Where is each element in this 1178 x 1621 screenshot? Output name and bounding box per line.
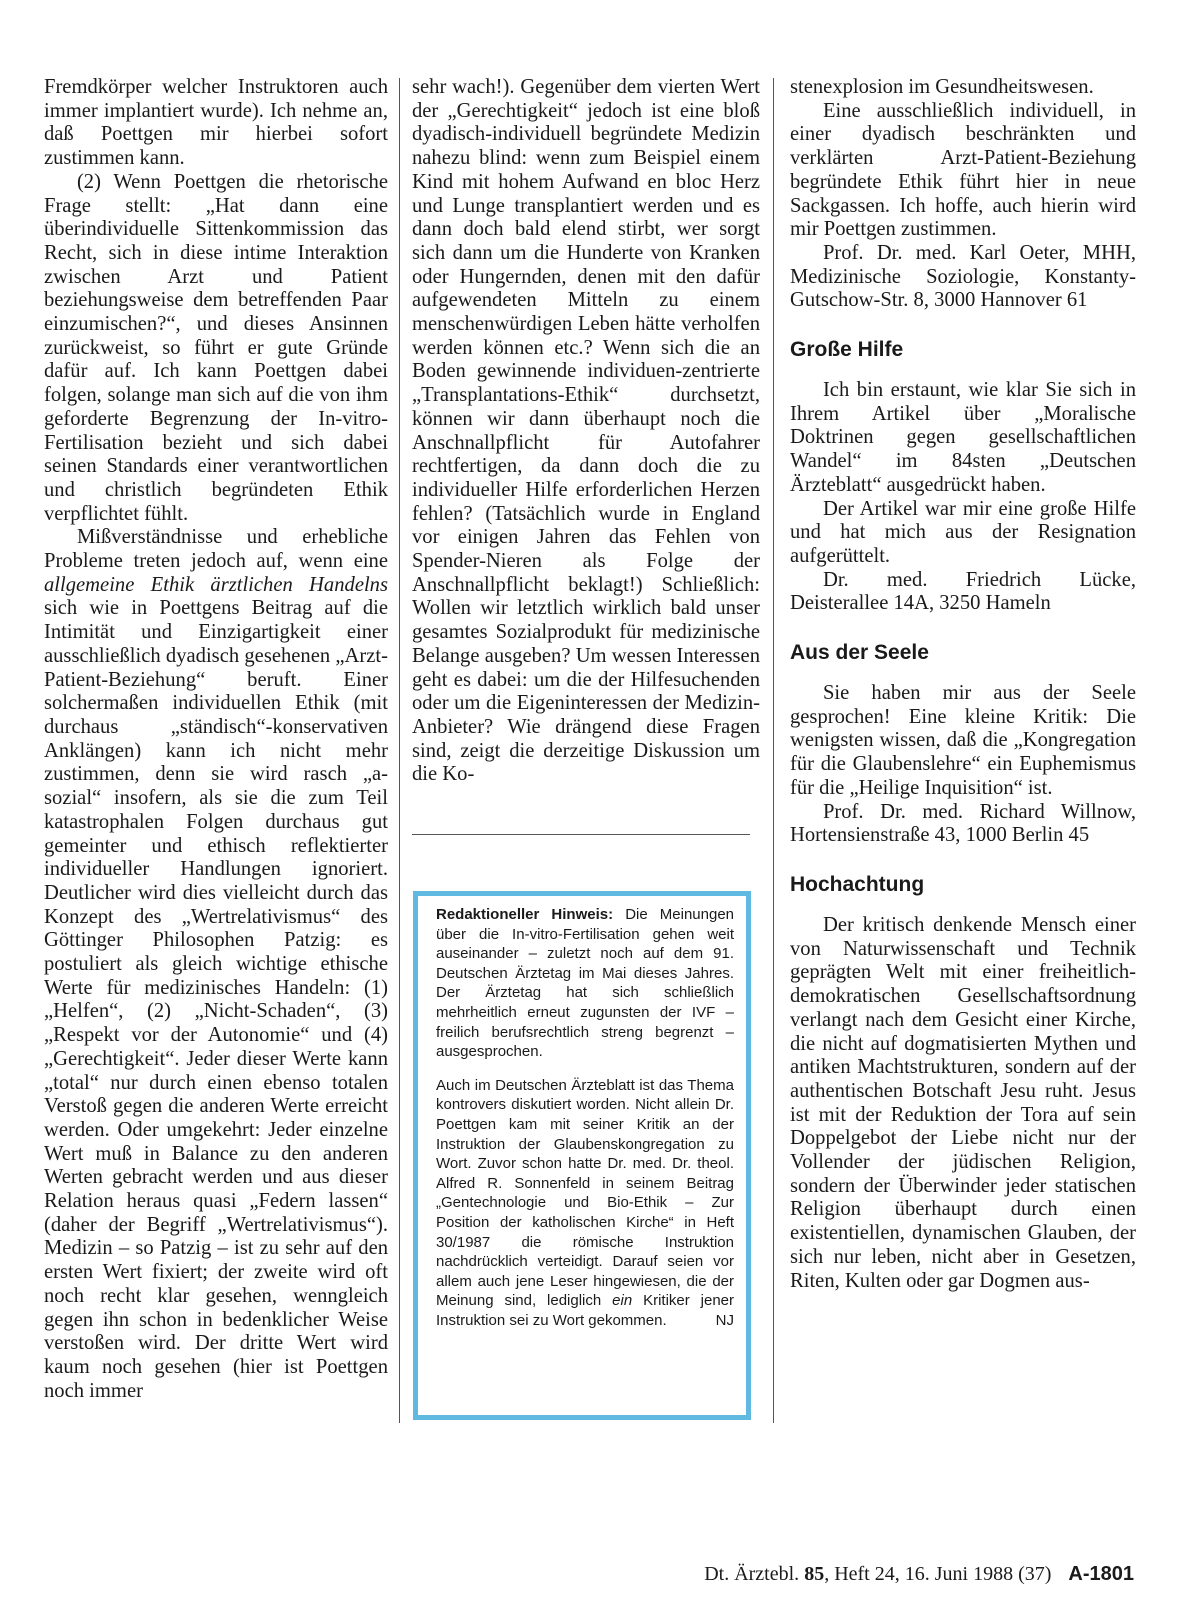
- paragraph: Der Artikel war mir eine große Hilfe und hat mich aus der Resignation aufgerüttelt.: [790, 497, 1136, 567]
- note-text: Die Meinungen über die In-vitro-Fertilisation gehen weit auseinander – zuletzt noch auf dem 91. Deutschen Ärztetag im Mai dieses Jahres. Der Ärztetag hat sich schließlich mehrheitlich erneut zugunsten der IVF – freilich berufsrechtlich streng begrenzt – ausgesprochen.: [436, 906, 735, 1061]
- column-divider: [399, 78, 400, 1423]
- emphasis-text: allgemeine Ethik ärztlichen Handelns: [44, 573, 388, 596]
- issue-info: , Heft 24, 16. Juni 1988 (37): [824, 1563, 1052, 1585]
- paragraph: Fremdkörper welcher Instruktoren auch immer implantiert wurde). Ich nehme an, daß Poettgen mir hierbei sofort zustimmen kann.: [44, 76, 388, 170]
- page-footer: [704, 1563, 1134, 1586]
- note-signature: NJ: [715, 1311, 734, 1329]
- paragraph: Der kritisch denkende Mensch einer von Naturwissenschaft und Technik geprägten Welt mit einer freiheitlich-demokratischen Gesellschaftsordnung verlangt nach dem Gesicht einer Kirche, die nicht auf dogmatisierten Mythen und antiken Machtstrukturen, sondern auf der authentischen Botschaft Jesu ruht. Jesus ist mit der Reduktion der Tora auf sein Doppelgebot der Liebe nicht nur der Vollender der jüdischen Religion, sondern der Überwinder jeder statischen Religion überhaupt durch einen existentiellen, dynamischen Glauben, der sich nur leben, nicht aber in Gesetzen, Riten, Kulten oder gar Dogmen aus-: [790, 913, 1136, 1292]
- column-divider: [773, 78, 774, 1423]
- paragraph: sehr wach!). Gegenüber dem vierten Wert der „Gerechtigkeit“ jedoch ist eine bloß dyadisch-individuell begründete Medizin nahezu blind: wenn zum Beispiel einem Kind mit hohem Aufwand en bloc Herz und Lunge transplantiert werden und es dann doch bald elend stirbt, wer sorgt sich dann um die Hunderte von Kranken oder Hungernden, denen mit den dafür aufgewendeten Mitteln zu einem menschenwürdigen Leben hätte verholfen werden können etc.? Wenn sich die an Boden gewinnende individuen-zentrierte „Transplantations-Ethik“ durchsetzt, können wir dann überhaupt noch die Anschnallpflicht für Autofahrer rechtfertigen, da dann doch die zu individueller Hilfe erforderlichen Herzen fehlen? (Tatsächlich wurde in England vor einigen Jahren das Fehlen von Spender-Nieren als Folge der Anschnallpflicht beklagt!) Schließlich: Wollen wir letztlich wirklich bald unser gesamtes Sozialprodukt für medizinische Belange ausgeben? Um wessen Interessen geht es dabei: um die der Hilfesuchenden oder um die Eigeninteressen der Medizin-Anbieter? Wie drängend diese Fragen sind, zeigt die derzeitige Diskussion um die Ko-: [412, 76, 760, 786]
- note-text: Kritiker jener Instruktion sei zu Wort gekommen.: [436, 1292, 734, 1329]
- signature: Prof. Dr. med. Richard Willnow, Hortensienstraße 43, 1000 Berlin 45: [790, 800, 1136, 847]
- note-paragraph: [436, 905, 734, 1062]
- signature: Dr. med. Friedrich Lücke, Deisterallee 14A, 3250 Hameln: [790, 568, 1136, 615]
- note-text: Auch im Deutschen Ärzteblatt ist das Thema kontrovers diskutiert worden. Nicht allein Dr. Poettgen kam mit seiner Kritik an der Instruktion der Glaubenskongregation zu Wort. Zuvor schon hatte Dr. med. Dr. theol. Alfred R. Sonnenfeld in seinem Beitrag „Gentechnologie und Bio-Ethik – Zur Position der katholischen Kirche“ in Heft 30/1987 die römische Instruktion nachdrücklich verteidigt. Darauf seien vor allem auch jene Leser hingewiesen, die der Meinung sind, lediglich: [436, 1076, 734, 1310]
- text-column-1: [44, 76, 388, 1403]
- editorial-note-box: [413, 891, 751, 1420]
- paragraph-text: Mißverständnisse und erhebliche Probleme treten jedoch auf, wenn eine: [44, 526, 388, 573]
- signature: Prof. Dr. med. Karl Oeter, MHH, Medizinische Soziologie, Konstanty-Gutschow-Str. 8, 3000 Hannover 61: [790, 241, 1136, 312]
- paragraph-text: sich wie in Poettgens Beitrag auf die Intimität und Einzigartigkeit einer ausschließlich dyadisch gesehenen „Arzt-Patient-Beziehung“ beruft. Einer solchermaßen individuellen Ethik (mit durchaus „ständisch“-konservativen Anklängen) kann ich nicht mehr zustimmen, denn sie wird rasch „a-sozial“ insofern, als sie die zum Teil katastrophalen Folgen durchaus gut gemeinter und ethisch reflektierter individueller Handlungen ignoriert. Deutlicher wird dies vielleicht durch das Konzept des „Wertrelativismus“ des Göttinger Philosophen Patzig: es postuliert als gleich wichtige ethische Werte für medizinisches Handeln: (1) „Helfen“, (2) „Nicht-Schaden“, (3) „Respekt vor der Autonomie“ und (4) „Gerechtigkeit“. Jeder dieser Werte kann „total“ nur durch einen ebenso totalen Verstoß gegen die anderen Werte erreicht werden. Oder umgekehrt: Jeder einzelne Wert muß in Balance zu den anderen Werten gebracht werden und aus dieser Relation heraus quasi „Federn lassen“ (daher der Begriff „Wertrelativismus“). Medizin – so Patzig – ist zu sehr auf den ersten Wert fixiert; der zweite wird oft noch recht klar gesehen, wenngleich gegen ihn schon in bedenklicher Weise verstoßen wird. Der dritte Wert wird kaum noch gesehen (hier ist Poettgen noch immer: [44, 597, 388, 1402]
- text-column-3: [790, 76, 1136, 1293]
- paragraph: stenexplosion im Gesundheitswesen.: [790, 76, 1094, 98]
- horizontal-rule: [412, 834, 750, 835]
- journal-name: Dt. Ärztebl.: [704, 1563, 800, 1585]
- paragraph: Ich bin erstaunt, wie klar Sie sich in Ihrem Artikel über „Moralische Doktrinen gegen gesellschaftlichen Wandel“ im 84sten „Deutschen Ärzteblatt“ ausgedrückt haben.: [790, 379, 1136, 496]
- paragraph: Sie haben mir aus der Seele gesprochen! Eine kleine Kritik: Die wenigsten wissen, daß die „Kongregation für die Glaubenslehre“ ein Euphemismus für die „Heilige Inquisition“ ist.: [790, 682, 1136, 799]
- paragraph: (2) Wenn Poettgen die rhetorische Frage stellt: „Hat dann eine überindividuelle Sittenkommission das Recht, sich in diese intime Interaktion zwischen Arzt und Patient beziehungsweise dem betreffenden Paar einzumischen?“, und dieses Ansinnen zurückweist, so führt er gute Gründe dafür auf. Ich kann Poettgen dabei folgen, solange man sich auf die von ihm geforderte Begrenzung der In-vitro-Fertilisation bezieht und sich dabei seinen Standards einer verantwortlichen und christlich begründeten Ethik verpflichtet fühlt.: [44, 170, 388, 525]
- note-paragraph: [436, 1076, 734, 1331]
- note-title: Redaktioneller Hinweis:: [436, 906, 614, 923]
- page-number: A-1801: [1068, 1563, 1134, 1585]
- note-emphasis: ein: [612, 1292, 633, 1310]
- text-column-2: [412, 76, 760, 787]
- paragraph: [44, 526, 388, 1403]
- section-heading: Hochachtung: [790, 872, 925, 896]
- section-heading: Große Hilfe: [790, 338, 904, 362]
- paragraph: Eine ausschließlich individuell, in einer dyadisch beschränkten und verklärten Arzt-Patient-Beziehung begründete Ethik führt hier in neue Sackgassen. Ich hoffe, auch hierin wird mir Poettgen zustimmen.: [790, 99, 1136, 241]
- volume-number: 85: [804, 1563, 825, 1585]
- section-heading: Aus der Seele: [790, 641, 929, 665]
